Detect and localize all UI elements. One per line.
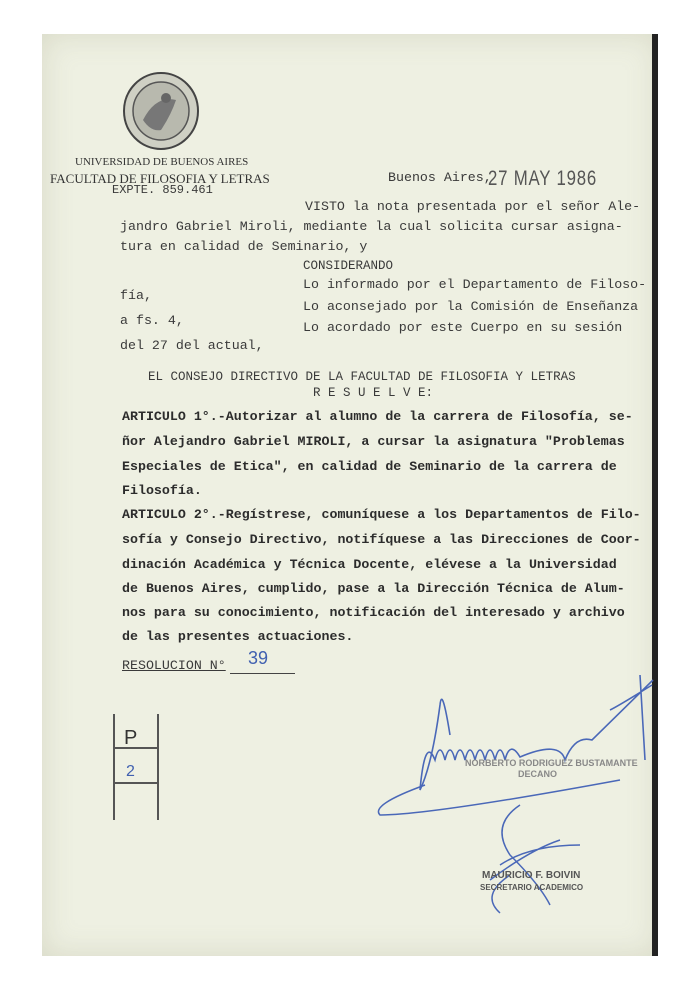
- secretary-title: SECRETARIO ACADEMICO: [480, 883, 584, 892]
- expediente-number: EXPTE. 859.461: [112, 183, 213, 197]
- council-heading: EL CONSEJO DIRECTIVO DE LA FACULTAD DE FILOSOFIA Y LETRAS: [148, 370, 576, 384]
- faculty-name: FACULTAD DE FILOSOFIA Y LETRAS: [50, 171, 270, 186]
- visto-line: tura en calidad de Seminario, y: [120, 239, 368, 254]
- article-line: Especiales de Etica", en calidad de Seminario de la carrera de: [122, 459, 617, 474]
- visto-line: jandro Gabriel Miroli, mediante la cual solicita cursar asigna-: [120, 219, 623, 234]
- article-line: nos para su conocimiento, notificación del interesado y archivo: [122, 605, 625, 620]
- article-line: de Buenos Aires, cumplido, pase a la Dirección Técnica de Alum-: [122, 581, 625, 596]
- article-line: ARTICULO 1°.-Autorizar al alumno de la carrera de Filosofía, se-: [122, 409, 633, 424]
- considerando-item: Lo acordado por este Cuerpo en su sesión: [303, 320, 623, 335]
- folio-number: 2: [126, 763, 135, 780]
- resolucion-label: RESOLUCION N°: [122, 658, 226, 673]
- dean-name: NORBERTO RODRIGUEZ BUSTAMANTE: [465, 758, 638, 768]
- dean-title: DECANO: [518, 769, 558, 779]
- article-line: dinación Académica y Técnica Docente, elévese a la Universidad: [122, 557, 617, 572]
- secretary-signature: [470, 795, 610, 915]
- folio-mark: P: [124, 727, 138, 749]
- resolucion-number: 39: [248, 648, 269, 668]
- considerando-heading: CONSIDERANDO: [303, 259, 394, 273]
- considerando-item: Lo aconsejado por la Comisión de Enseñanza: [303, 299, 639, 314]
- considerando-cont: a fs. 4,: [120, 313, 184, 328]
- university-seal: [121, 70, 201, 152]
- resolucion-underline: [230, 673, 295, 674]
- considerando-cont: del 27 del actual,: [120, 338, 264, 353]
- place: Buenos Aires,: [388, 170, 492, 185]
- article-line: sofía y Consejo Directivo, notifíquese a las Direcciones de Coor-: [122, 532, 641, 547]
- visto-line: VISTO la nota presentada por el señor Ale-: [305, 199, 641, 214]
- article-line: Filosofía.: [122, 483, 202, 498]
- resuelve-heading: R E S U E L V E:: [313, 386, 434, 400]
- article-line: ARTICULO 2°.-Regístrese, comuníquese a los Departamentos de Filo-: [122, 507, 641, 522]
- article-line: de las presentes actuaciones.: [122, 629, 354, 644]
- article-line: ñor Alejandro Gabriel MIROLI, a cursar la asignatura "Problemas: [122, 434, 625, 449]
- considerando-item: Lo informado por el Departamento de Filoso-: [303, 277, 647, 292]
- date-stamp: 27 MAY 1986: [488, 167, 598, 190]
- considerando-cont: fía,: [120, 288, 152, 303]
- institution-name: UNIVERSIDAD DE BUENOS AIRES: [75, 156, 249, 168]
- secretary-name: MAURICIO F. BOIVIN: [482, 870, 581, 881]
